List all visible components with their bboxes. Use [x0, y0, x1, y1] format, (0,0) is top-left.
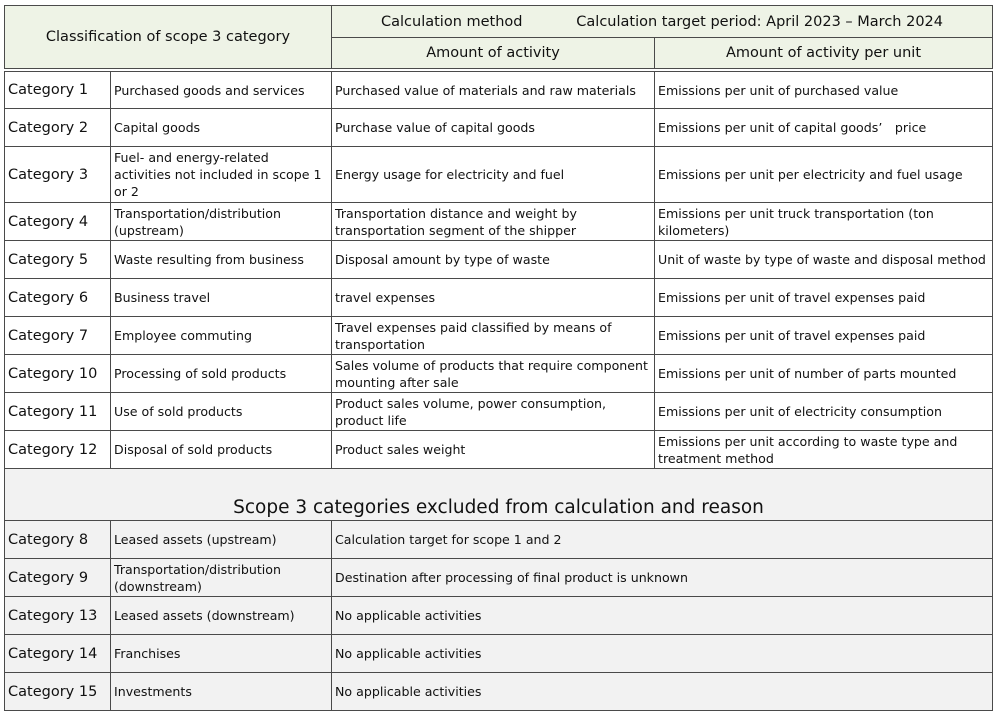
per-unit-cell: Emissions per unit truck transportation (ton kilometers)	[655, 203, 993, 241]
category-label: Category 3	[5, 147, 111, 203]
table-row	[5, 109, 993, 147]
category-label: Category 8	[5, 521, 111, 559]
per-unit-cell: Emissions per unit of travel expenses paid	[655, 317, 993, 355]
table-row	[5, 393, 993, 431]
activity-cell: Product sales weight	[332, 431, 655, 469]
table-row	[5, 355, 993, 393]
category-name: Use of sold products	[111, 393, 332, 431]
category-name: Fuel- and energy-related activities not included in scope 1 or 2	[111, 147, 332, 203]
category-label: Category 11	[5, 393, 111, 431]
reason-cell: Calculation target for scope 1 and 2	[332, 521, 993, 559]
category-name: Leased assets (downstream)	[111, 597, 332, 635]
excluded-section-title: Scope 3 categories excluded from calculation and reason	[5, 469, 993, 521]
table-row	[5, 597, 993, 635]
table-row	[5, 559, 993, 597]
table-row	[5, 203, 993, 241]
activity-cell: Purchase value of capital goods	[332, 109, 655, 147]
category-name: Processing of sold products	[111, 355, 332, 393]
category-label: Category 5	[5, 241, 111, 279]
per-unit-cell: Emissions per unit according to waste type and treatment method	[655, 431, 993, 469]
category-name: Transportation/distribution (downstream)	[111, 559, 332, 597]
category-name: Business travel	[111, 279, 332, 317]
category-name: Purchased goods and services	[111, 72, 332, 109]
reason-cell: Destination after processing of final product is unknown	[332, 559, 993, 597]
per-unit-cell: Emissions per unit per electricity and fuel usage	[655, 147, 993, 203]
category-label: Category 1	[5, 72, 111, 109]
category-label: Category 6	[5, 279, 111, 317]
calc-method-header	[332, 6, 993, 38]
activity-cell: Purchased value of materials and raw materials	[332, 72, 655, 109]
category-name: Investments	[111, 673, 332, 711]
category-name: Leased assets (upstream)	[111, 521, 332, 559]
reason-cell: No applicable activities	[332, 597, 993, 635]
category-name: Disposal of sold products	[111, 431, 332, 469]
category-name: Employee commuting	[111, 317, 332, 355]
category-label: Category 14	[5, 635, 111, 673]
table-row	[5, 521, 993, 559]
amount-per-unit-header: Amount of activity per unit	[655, 38, 993, 69]
table-row	[5, 635, 993, 673]
activity-cell: Energy usage for electricity and fuel	[332, 147, 655, 203]
category-label: Category 2	[5, 109, 111, 147]
category-name: Waste resulting from business	[111, 241, 332, 279]
table-row	[5, 241, 993, 279]
activity-cell: Travel expenses paid classified by means of transportation	[332, 317, 655, 355]
category-label: Category 4	[5, 203, 111, 241]
activity-cell: travel expenses	[332, 279, 655, 317]
per-unit-cell: Emissions per unit of purchased value	[655, 72, 993, 109]
category-label: Category 7	[5, 317, 111, 355]
activity-cell: Disposal amount by type of waste	[332, 241, 655, 279]
per-unit-cell: Emissions per unit of travel expenses paid	[655, 279, 993, 317]
per-unit-cell: Emissions per unit of number of parts mounted	[655, 355, 993, 393]
reason-cell: No applicable activities	[332, 673, 993, 711]
category-label: Category 10	[5, 355, 111, 393]
per-unit-cell: Unit of waste by type of waste and disposal method	[655, 241, 993, 279]
category-label: Category 13	[5, 597, 111, 635]
amount-activity-header: Amount of activity	[332, 38, 655, 69]
classification-header: Classification of scope 3 category	[5, 6, 332, 69]
category-label: Category 9	[5, 559, 111, 597]
category-name: Transportation/distribution (upstream)	[111, 203, 332, 241]
table-row	[5, 72, 993, 109]
per-unit-cell: Emissions per unit of capital goods’ price	[655, 109, 993, 147]
reason-cell: No applicable activities	[332, 635, 993, 673]
table-row	[5, 673, 993, 711]
category-name: Franchises	[111, 635, 332, 673]
category-label: Category 12	[5, 431, 111, 469]
category-label: Category 15	[5, 673, 111, 711]
scope3-table	[4, 5, 993, 711]
activity-cell: Sales volume of products that require component mounting after sale	[332, 355, 655, 393]
category-name: Capital goods	[111, 109, 332, 147]
target-period-label: Calculation target period: April 2023 – March 2024	[576, 13, 943, 30]
per-unit-cell: Emissions per unit of electricity consumption	[655, 393, 993, 431]
calc-method-label: Calculation method	[381, 13, 523, 30]
table-row	[5, 147, 993, 203]
table-row	[5, 431, 993, 469]
activity-cell: Transportation distance and weight by transportation segment of the shipper	[332, 203, 655, 241]
table-row	[5, 317, 993, 355]
scope3-table-container	[4, 5, 992, 711]
table-row	[5, 279, 993, 317]
activity-cell: Product sales volume, power consumption, product life	[332, 393, 655, 431]
